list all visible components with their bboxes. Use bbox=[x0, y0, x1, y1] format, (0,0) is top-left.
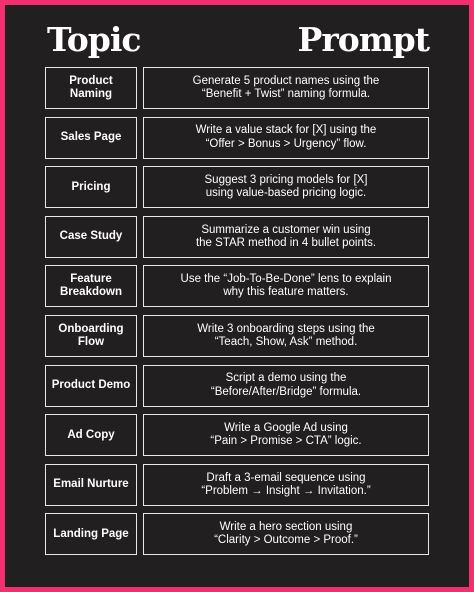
table-row bbox=[45, 67, 429, 109]
table-row bbox=[45, 166, 429, 208]
prompt-cell: Use the “Job-To-Be-Done” lens to explain why this feature matters. bbox=[143, 265, 429, 307]
prompt-cell: Write a value stack for [X] using the “Offer > Bonus > Urgency” flow. bbox=[143, 117, 429, 159]
topic-cell: Email Nurture bbox=[45, 464, 137, 506]
prompt-cell: Write a Google Ad using “Pain > Promise > CTA” logic. bbox=[143, 414, 429, 456]
table-row bbox=[45, 414, 429, 456]
prompt-cell: Write 3 onboarding steps using the “Teach, Show, Ask” method. bbox=[143, 315, 429, 357]
table-row bbox=[45, 464, 429, 506]
topic-cell: Onboarding Flow bbox=[45, 315, 137, 357]
topic-cell: Product Demo bbox=[45, 365, 137, 407]
topic-prompt-table bbox=[45, 67, 429, 563]
topic-heading: Topic bbox=[47, 20, 141, 59]
prompt-cell: Generate 5 product names using the “Benefit + Twist” naming formula. bbox=[143, 67, 429, 109]
table-row bbox=[45, 216, 429, 258]
prompt-cell: Summarize a customer win using the STAR method in 4 bullet points. bbox=[143, 216, 429, 258]
card bbox=[5, 5, 469, 587]
topic-cell: Landing Page bbox=[45, 513, 137, 555]
topic-cell: Case Study bbox=[45, 216, 137, 258]
prompt-cell: Script a demo using the “Before/After/Bridge” formula. bbox=[143, 365, 429, 407]
table-row bbox=[45, 513, 429, 555]
topic-cell: Feature Breakdown bbox=[45, 265, 137, 307]
topic-cell: Product Naming bbox=[45, 67, 137, 109]
table-row bbox=[45, 117, 429, 159]
table-row bbox=[45, 365, 429, 407]
topic-cell: Pricing bbox=[45, 166, 137, 208]
topic-cell: Ad Copy bbox=[45, 414, 137, 456]
prompt-cell: Write a hero section using “Clarity > Outcome > Proof.” bbox=[143, 513, 429, 555]
prompt-cell: Suggest 3 pricing models for [X] using value-based pricing logic. bbox=[143, 166, 429, 208]
prompt-cell: Draft a 3-email sequence using “Problem → Insight → Invitation.” bbox=[143, 464, 429, 506]
table-row bbox=[45, 315, 429, 357]
topic-cell: Sales Page bbox=[45, 117, 137, 159]
table-row bbox=[45, 265, 429, 307]
prompt-heading: Prompt bbox=[297, 20, 429, 59]
